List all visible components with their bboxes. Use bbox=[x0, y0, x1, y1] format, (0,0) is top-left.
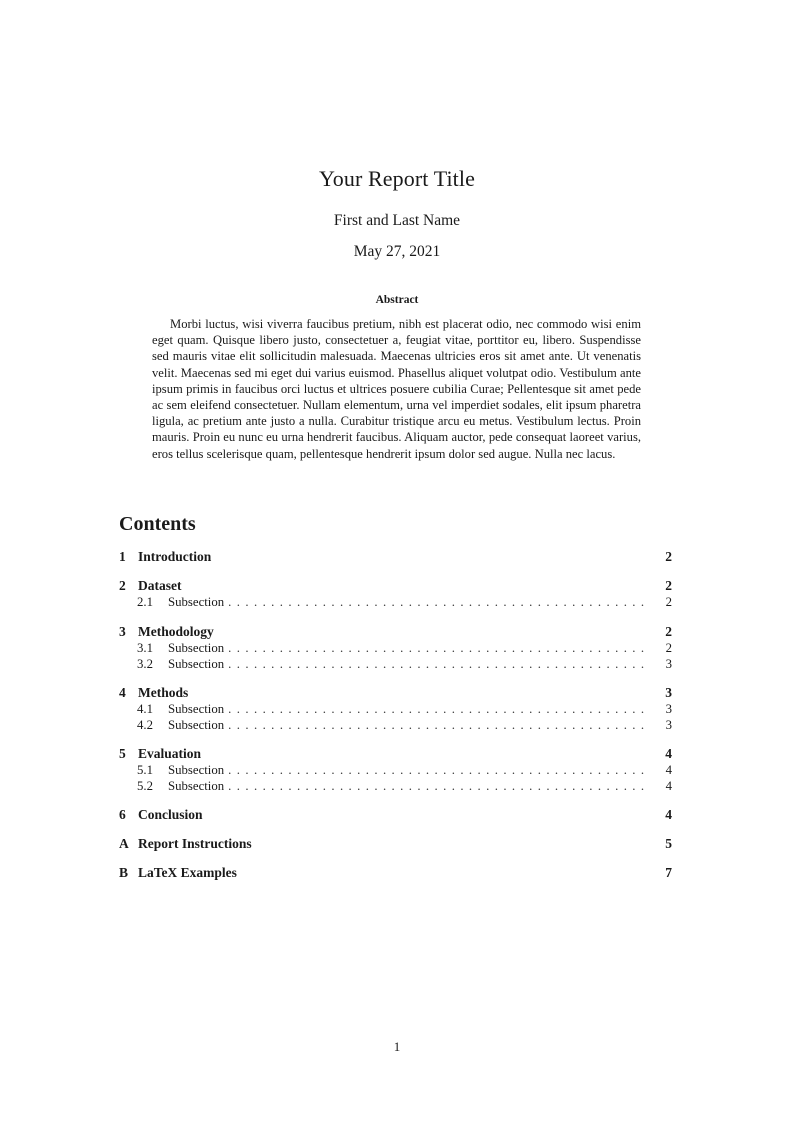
toc-label: Methods bbox=[138, 685, 189, 700]
report-title: Your Report Title bbox=[319, 166, 475, 191]
toc-entry-subsection-4-1[interactable] bbox=[119, 702, 672, 718]
toc-entry-methods[interactable] bbox=[119, 685, 672, 701]
toc-number: 5 bbox=[119, 746, 126, 761]
toc-leader-dots bbox=[228, 718, 644, 733]
toc-number: 2.1 bbox=[137, 595, 153, 609]
toc-leader-dots bbox=[228, 763, 644, 778]
toc-entry-subsection-3-2[interactable] bbox=[119, 657, 672, 673]
toc-page: 7 bbox=[665, 865, 672, 880]
toc-page: 2 bbox=[665, 549, 672, 564]
abstract-heading: Abstract bbox=[375, 294, 419, 306]
toc-number: 5.1 bbox=[137, 763, 153, 777]
toc-number: 2 bbox=[119, 578, 126, 593]
toc-page: 4 bbox=[665, 763, 672, 777]
toc-number: B bbox=[119, 865, 129, 880]
toc-label: Subsection bbox=[168, 702, 225, 716]
toc-entry-subsection-3-1[interactable] bbox=[119, 641, 672, 657]
toc-number: 4 bbox=[119, 685, 126, 700]
toc-leader-dots bbox=[228, 657, 644, 672]
toc-entry-subsection-4-2[interactable] bbox=[119, 718, 672, 734]
toc-number: 4.1 bbox=[137, 702, 153, 716]
toc-page: 2 bbox=[665, 595, 672, 609]
toc-entry-subsection-2-1[interactable] bbox=[119, 595, 672, 611]
toc-number: 5.2 bbox=[137, 779, 153, 793]
toc-leader-dots bbox=[228, 595, 644, 610]
toc-number: A bbox=[119, 836, 129, 851]
toc-label: LaTeX Examples bbox=[138, 865, 237, 880]
toc-label: Introduction bbox=[138, 549, 212, 564]
toc-entry-conclusion[interactable] bbox=[119, 807, 672, 823]
toc-page: 2 bbox=[665, 641, 672, 655]
toc-leader-dots bbox=[228, 779, 644, 794]
author-name: First and Last Name bbox=[333, 212, 461, 229]
toc-number: 6 bbox=[119, 807, 126, 822]
toc-number: 3.2 bbox=[137, 657, 153, 671]
toc-page: 3 bbox=[665, 685, 672, 700]
toc-entry-report-instructions[interactable] bbox=[119, 836, 672, 852]
toc-number: 3 bbox=[119, 624, 126, 639]
toc-page: 3 bbox=[665, 657, 672, 671]
report-date: May 27, 2021 bbox=[353, 243, 441, 260]
abstract-body: Morbi luctus, wisi viverra faucibus pretium, nibh est placerat odio, nec commodo wisi enim eget quam. Quisque libero justo, consectetuer a, feugiat vitae, porttitor eu, libero. Suspendisse sed mauris vitae elit sollicitudin malesuada. Maecenas ultricies eros sit amet ante. Ut venenatis velit. Maecenas sed mi eget dui varius euismod. Phasellus aliquet volutpat odio. Vestibulum ante ipsum primis in faucibus orci luctus et ultrices posuere cubilia Curae; Pellentesque sit amet pede ac sem eleifend consectetuer. Nullam elementum, urna vel imperdiet sodales, elit ipsum pharetra ligula, ac pretium ante justo a nulla. Curabitur tristique arcu eu metus. Vestibulum lectus. Proin mauris. Proin eu nunc eu urna hendrerit faucibus. Aliquam auctor, pede consequat laoreet varius, eros tellus scelerisque quam, pellentesque hendrerit ipsum dolor sed augue. Nulla nec lacus. bbox=[152, 317, 641, 461]
toc-page: 2 bbox=[665, 578, 672, 593]
toc-label: Subsection bbox=[168, 779, 225, 793]
toc-entry-subsection-5-2[interactable] bbox=[119, 779, 672, 795]
toc-label: Subsection bbox=[168, 641, 225, 655]
toc-label: Subsection bbox=[168, 657, 225, 671]
toc-label: Subsection bbox=[168, 763, 225, 777]
toc-page: 4 bbox=[665, 746, 672, 761]
toc-label: Conclusion bbox=[138, 807, 203, 822]
toc-label: Dataset bbox=[138, 578, 182, 593]
toc-label: Evaluation bbox=[138, 746, 202, 761]
toc-page: 2 bbox=[665, 624, 672, 639]
toc-entry-introduction[interactable] bbox=[119, 549, 672, 565]
toc-entry-latex-examples[interactable] bbox=[119, 865, 672, 881]
toc-entry-dataset[interactable] bbox=[119, 578, 672, 594]
toc-page: 3 bbox=[665, 718, 672, 732]
toc-number: 3.1 bbox=[137, 641, 153, 655]
toc-leader-dots bbox=[228, 702, 644, 717]
toc-entry-evaluation[interactable] bbox=[119, 746, 672, 762]
toc-number: 1 bbox=[119, 549, 126, 564]
toc-page: 4 bbox=[665, 807, 672, 822]
page-number: 1 bbox=[393, 1039, 401, 1054]
toc-label: Report Instructions bbox=[138, 836, 252, 851]
toc-entry-subsection-5-1[interactable] bbox=[119, 763, 672, 779]
toc-label: Methodology bbox=[138, 624, 214, 639]
contents-heading: Contents bbox=[119, 513, 196, 535]
toc-number: 4.2 bbox=[137, 718, 153, 732]
toc-page: 5 bbox=[665, 836, 672, 851]
toc-label: Subsection bbox=[168, 718, 225, 732]
toc-leader-dots bbox=[228, 641, 644, 656]
toc-entry-methodology[interactable] bbox=[119, 624, 672, 640]
toc-label: Subsection bbox=[168, 595, 225, 609]
toc-page: 3 bbox=[665, 702, 672, 716]
toc-page: 4 bbox=[665, 779, 672, 793]
